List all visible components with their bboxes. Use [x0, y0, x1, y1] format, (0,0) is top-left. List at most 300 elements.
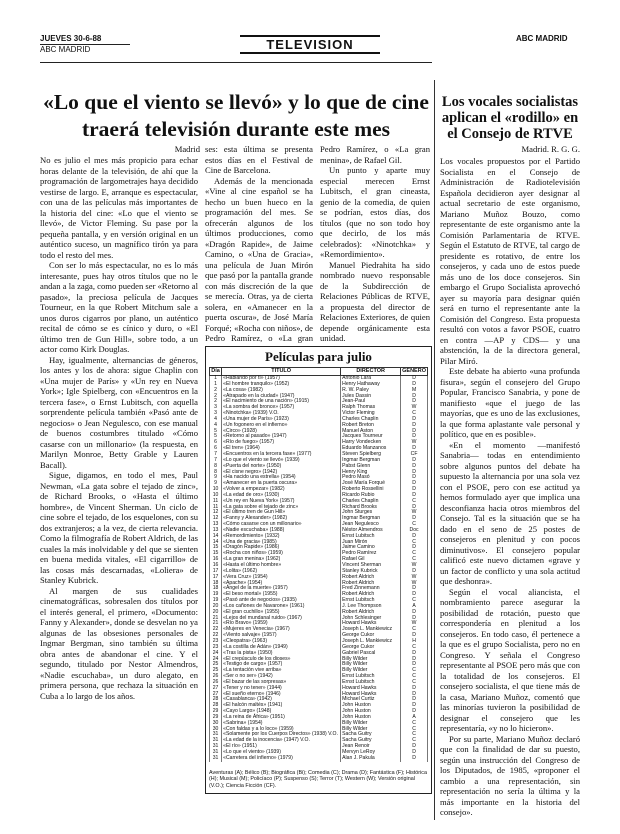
- film-director: George Cukor: [341, 633, 401, 639]
- side-paragraph: «En el momento —manifestó Sanabria— todas en entendimiento sobre algunos puntos del debate ha supuesto la alternancia por una sola vez con el PSOE, pero con ese actitud ya hemos formulado ayer que implica una desconfianza hacia otros miembros del Consejo. Tal es la situación que se ha dado en el seno de 25 postes de consejeros en plenitud y con pocos diminutivos». El consejero popular calificó este nuevo dictamen «grave y un factor de conflicto y una sola actitud que deshonra».: [440, 439, 580, 586]
- film-director: Michael Curtiz: [341, 697, 401, 703]
- film-director: Steven Spielberg: [341, 452, 401, 458]
- film-genre: D: [401, 686, 428, 692]
- film-title: «El sueño eterno» (1946): [222, 692, 341, 698]
- film-director: Ricardo Rubio: [341, 493, 401, 499]
- film-title: «Cómo casarse con un millonario»: [222, 522, 341, 528]
- film-table: [209, 367, 428, 762]
- film-genre: D: [401, 458, 428, 464]
- film-title: «El río» (1951): [222, 744, 341, 750]
- film-genre: D: [401, 399, 428, 405]
- film-title: «Ha nacido una estrella» (1954): [222, 475, 341, 481]
- film-genre: D: [401, 376, 428, 382]
- film-genre: D: [401, 756, 428, 762]
- film-title: «Apache» (1954): [222, 581, 341, 587]
- film-genre: W: [401, 405, 428, 411]
- film-director: Billy Wilder: [341, 721, 401, 727]
- date-line: JUEVES 30-6-88: [40, 34, 130, 45]
- film-day: 4: [210, 417, 222, 423]
- article-paragraph: Sigue, digamos, en todo el mes, Paul Newman, «La gata sobre el tejado de zinc», de Richard Brooks, o «Hasta el último hombre», de Vincent Sherman. Un ciclo de cine sobre el tejado, de los esquelones, con su dos extranjeros; a la vez, de cierta relevancia. Como la filmografía de Robert Aldrich, de las cuales la más inolvidable y del que se sienten en buena medida vitales, «El cigarrillo» de las cosas más descarnadas, «Loliera» de Stanley Kubrick.: [40, 470, 198, 585]
- article-paragraph: ses: esta última se presenta estos días en el Festival de Cine de Barcelona.: [205, 144, 313, 175]
- film-director: Billy Wilder: [341, 657, 401, 663]
- film-director: Eduardo Manzanos: [341, 446, 401, 452]
- film-day: 31: [210, 756, 222, 762]
- film-day: 2: [210, 399, 222, 405]
- film-title: «Un fogonero en el infierno»: [222, 423, 341, 429]
- article-column-1: [40, 155, 198, 795]
- film-day: 30: [210, 721, 222, 727]
- film-director: Pedro Masó: [341, 475, 401, 481]
- film-genre: W: [401, 581, 428, 587]
- film-title: «Circo» (1928): [222, 429, 341, 435]
- film-genre: D: [401, 487, 428, 493]
- film-genre: C: [401, 738, 428, 744]
- film-genre: C: [401, 668, 428, 674]
- film-director: Ernst Lubitsch: [341, 674, 401, 680]
- film-genre: D: [401, 750, 428, 756]
- film-list-box: [205, 346, 432, 794]
- side-article: [440, 156, 580, 817]
- film-director: Ingmar Bergman: [341, 458, 401, 464]
- film-title: «Casablanca» (1942): [222, 697, 341, 703]
- film-director: Manuel Aston: [341, 429, 401, 435]
- article-column-2: [205, 144, 313, 343]
- film-day: 4: [210, 423, 222, 429]
- film-title: «Dragón Rapide» (1986): [222, 545, 341, 551]
- film-genre: D: [401, 703, 428, 709]
- film-title: «Un rey en Nueva York» (1957): [222, 499, 341, 505]
- film-genre: C: [401, 721, 428, 727]
- film-day: 15: [210, 551, 222, 557]
- film-genre: D: [401, 382, 428, 388]
- film-genre: D: [401, 394, 428, 400]
- col-day: Día: [211, 367, 220, 374]
- film-title: «Lejos del mundanal ruido» (1967): [222, 616, 341, 622]
- film-list-title: Películas para julio: [265, 349, 372, 364]
- film-title: «Ser o no ser» (1942): [222, 674, 341, 680]
- film-day: 18: [210, 581, 222, 587]
- film-day: 28: [210, 703, 222, 709]
- film-director: Robert Aldrich: [341, 581, 401, 587]
- film-director: Jean-Paul: [341, 399, 401, 405]
- film-genre: D: [401, 475, 428, 481]
- article-paragraph: Al margen de sus cualidades cinematográficas, sobresalen dos títulos por el interés general, el primero, «Documento: Fanny y Alexander», donde se desvelan no ya algunas de las obsesiones personales de Ingmar Bergman, sino también su última obra antes de abandonar el cine. Y el segundo, titulado por Nestor Almendros, «Nadie escuchaba», un duro alegato, en primera persona, que rechaza la situación en Cuba a lo largo de los años.: [40, 585, 198, 701]
- film-director: Joseph L. Mankiewicz: [341, 639, 401, 645]
- film-genre: D: [401, 586, 428, 592]
- film-genre: W: [401, 575, 428, 581]
- film-director: Harry Vondecken: [341, 440, 401, 446]
- film-director: Joseph L. Mankiewicz: [341, 627, 401, 633]
- film-title: «El crepúsculo de los dioses»: [222, 657, 341, 663]
- film-genre: W: [401, 510, 428, 516]
- film-genre: D: [401, 434, 428, 440]
- film-day: 2: [210, 394, 222, 400]
- film-title: «Río de fuego» (1957): [222, 440, 341, 446]
- film-director: Ernst Lubitsch: [341, 598, 401, 604]
- film-day: 11: [210, 499, 222, 505]
- film-genre: C: [401, 627, 428, 633]
- film-director: Billy Wilder: [341, 668, 401, 674]
- film-day: 31: [210, 744, 222, 750]
- film-director: Robert Aldrich: [341, 575, 401, 581]
- film-title: «Una de gracia» (1985): [222, 540, 341, 546]
- film-genre: D: [401, 697, 428, 703]
- film-title: «Amanecer en la puerta oscura»: [222, 481, 341, 487]
- film-day: 14: [210, 540, 222, 546]
- film-day: 26: [210, 680, 222, 686]
- film-director: Henry Hathaway: [341, 382, 401, 388]
- film-title: «Hasta el último hombre»: [222, 563, 341, 569]
- film-director: Ernst Lubitsch: [341, 534, 401, 540]
- film-genre: M: [401, 388, 428, 394]
- film-day: 17: [210, 575, 222, 581]
- film-genre: D: [401, 534, 428, 540]
- film-director: Jules Dassin: [341, 394, 401, 400]
- film-day: 9: [210, 475, 222, 481]
- film-day: 3: [210, 405, 222, 411]
- film-day: 20: [210, 610, 222, 616]
- article-paragraph: Manuel Piedrahita ha sido nombrado nuevo responsable de la Subdirección de Relaciones Públicas de RTVE, a propuesta del director de Relaciones Exteriores, de quien depende orgánicamente esta unidad.: [320, 259, 430, 343]
- film-director: Robert Aldrich: [341, 592, 401, 598]
- film-genre: D: [401, 446, 428, 452]
- film-title: «Retorno al pasado» (1947): [222, 434, 341, 440]
- film-director: Rafael Gil: [341, 557, 401, 563]
- side-paragraph: Por su parte, Mariano Muñoz declaró que con la finalidad de dar su puesto, según una instrucción del Congreso de los Diputados, de 1985, «proponer el cambio a una representación, sin representación no sería la última y la más importante en la historia del consejo».: [440, 733, 580, 817]
- date-sub: ABC MADRID: [40, 45, 91, 54]
- film-day: 15: [210, 545, 222, 551]
- film-genre: D: [401, 633, 428, 639]
- film-genre: D: [401, 545, 428, 551]
- film-day: 5: [210, 429, 222, 435]
- film-day: 23: [210, 645, 222, 651]
- film-genre: D: [401, 516, 428, 522]
- film-day: 20: [210, 604, 222, 610]
- film-genre: D: [401, 709, 428, 715]
- film-title: «El bazar de las sorpresas»: [222, 680, 341, 686]
- film-genre: D: [401, 744, 428, 750]
- film-genre: D: [401, 470, 428, 476]
- film-day: 27: [210, 692, 222, 698]
- side-paragraph: Los vocales propuestos por el Partido Socialista en el Consejo de Administración de Radiotelevisión Española decidieron ayer designar al actual secretario de este organismo, Mariano Muñoz Bouzo, como representante de este organismo ante la Comisión Parlamentaria de RTVE. Según el Estatuto de RTVE, tal cargo de presidente es rotativo, de entre los consejeros, y cada uno de estos puede más uno de los doce consejeros. Sin embargo el Grupo Socialista aprovechó ayer su mayoría para designar quién será en turno el representante ante la Comisión del Congreso. Esta propuesta resultó con votos a favor PSOE, cuatro en contra —AP y CDS— y una abstención, la de la directora general, Pilar Miró.: [440, 156, 580, 366]
- film-day: 3: [210, 411, 222, 417]
- film-genre: C: [401, 551, 428, 557]
- film-director: Mervyn LeRoy: [341, 750, 401, 756]
- film-genre: C: [401, 522, 428, 528]
- film-director: Ralph Thomas: [341, 405, 401, 411]
- film-day: 19: [210, 598, 222, 604]
- film-genre: C: [401, 674, 428, 680]
- film-title: «Cayo Largo» (1948): [222, 709, 341, 715]
- film-genre: A: [401, 715, 428, 721]
- film-day: 10: [210, 487, 222, 493]
- film-day: 22: [210, 627, 222, 633]
- film-day: 13: [210, 528, 222, 534]
- film-director: John Sturges: [341, 510, 401, 516]
- film-day: 31: [210, 738, 222, 744]
- film-title: «Remordimiento» (1932): [222, 534, 341, 540]
- film-director: Alan J. Pakula: [341, 756, 401, 762]
- article-paragraph: Hay, igualmente, alternancias de géneros, los antes y los de ahora: sigue Chaplin con «Una mujer de París» y «Un rey en Nueva York»; Igle Spielberg, con «Encuentros en la tercera fase», o Ernst Lubitsch, con aquella sorprendente película también «Pasó ante de negocios» o Jean Negulesco, con ese manual de buenos costumbres titulado «Cómo casarse con un millonario» (la respuesta, en Marilyn Monroe, Betty Grable y Lauren Bacall).: [40, 354, 198, 470]
- col-title: TITULO: [222, 368, 341, 376]
- film-director: Stanley Kubrick: [341, 569, 401, 575]
- film-director: Richard Brooks: [341, 505, 401, 511]
- film-title: «Pasó ante de negocios» (1935): [222, 598, 341, 604]
- film-genre: C: [401, 598, 428, 604]
- film-director: Néstor Almendros: [341, 528, 401, 534]
- film-day: 1: [210, 382, 222, 388]
- film-title: «Tener y no tener» (1944): [222, 686, 341, 692]
- film-day: 21: [210, 616, 222, 622]
- film-genre: C: [401, 540, 428, 546]
- film-genre: W: [401, 563, 428, 569]
- film-director: John Huston: [341, 703, 401, 709]
- film-director: John Huston: [341, 709, 401, 715]
- film-director: Gabriel Pascal: [341, 651, 401, 657]
- film-title: «Atrapado en la ciudad» (1947): [222, 394, 341, 400]
- film-title: «El gran cuchillo» (1955): [222, 610, 341, 616]
- side-headline: Los vocales socialistas aplican el «rodillo» en el Consejo de RTVE: [441, 94, 579, 142]
- film-genre: D: [401, 481, 428, 487]
- film-director: Billy Wilder: [341, 727, 401, 733]
- film-title: «Tras la pista» (1950): [222, 651, 341, 657]
- film-day: 28: [210, 697, 222, 703]
- film-day: 23: [210, 639, 222, 645]
- film-genre: D: [401, 417, 428, 423]
- section-title: TELEVISION: [240, 35, 380, 54]
- film-director: Jaime Camino: [341, 545, 401, 551]
- film-title: «Lolita» (1962): [222, 569, 341, 575]
- film-day: 25: [210, 662, 222, 668]
- film-day: 25: [210, 668, 222, 674]
- film-title: «La cosa» (1982): [222, 388, 341, 394]
- film-genre: D: [401, 423, 428, 429]
- film-day: 7: [210, 458, 222, 464]
- genre-legend: Aventuras (A); Bélico (B); Biográfica (Bi); Comedia (C); Drama (D); Fantástica (F); Histórica (H); Musical (M); Policíaco (P); Suspenso (S); Terror (T); Western (W); Versión original (V.O.); Ciencia Ficción (CF).: [209, 770, 427, 789]
- issue-date: [40, 34, 130, 54]
- side-dateline: Madrid. R. G. G.: [521, 144, 580, 154]
- film-director: Ingmar Bergman: [341, 516, 401, 522]
- film-genre: D: [401, 692, 428, 698]
- film-title: «El beso mortal» (1955): [222, 592, 341, 598]
- article-paragraph: Pedro Ramírez, o «La gran menina», de Rafael Gil.: [320, 144, 430, 165]
- film-director: Jean Renoir: [341, 744, 401, 750]
- page-label: ABC MADRID: [516, 34, 568, 43]
- article-column-3: [320, 144, 430, 343]
- film-title: «Fanny y Alexander» (1982): [222, 516, 341, 522]
- film-title: «Ángel de la muerte» (1957): [222, 586, 341, 592]
- film-day: 30: [210, 727, 222, 733]
- film-day: 24: [210, 657, 222, 663]
- article-paragraph: No es julio el mes más propicio para echar horas delante de la televisión, de ahí que la programación de largometrajes haya decidido vestirse de largo. E, arranque es espectacular, con una de las películas más importantes de la historia del cine: «Lo que el viento se llevó», de Victor Fleming. Su pase por la pequeña pantalla, y en versión original en un auténtico suceso, un magnífico tirón ya para todo el resto del mes.: [40, 155, 198, 260]
- film-title: «Ninotchka» (1939) V.O.: [222, 411, 341, 417]
- film-genre: D: [401, 651, 428, 657]
- col-genre: GENERO: [402, 367, 426, 374]
- film-director: Sacha Guitry: [341, 738, 401, 744]
- film-title: «El cisne negro» (1942): [222, 470, 341, 476]
- film-day: 13: [210, 522, 222, 528]
- film-title: «Río Bravo» (1959): [222, 621, 341, 627]
- film-director: Jean Negulesco: [341, 522, 401, 528]
- film-title: «La tentación vive arriba»: [222, 668, 341, 674]
- film-director: Charles Chaplin: [341, 499, 401, 505]
- film-genre: D: [401, 505, 428, 511]
- film-title: «La gran menina» (1962): [222, 557, 341, 563]
- film-director: Howard Hawks: [341, 686, 401, 692]
- film-genre: D: [401, 592, 428, 598]
- film-day: 6: [210, 446, 222, 452]
- film-day: 8: [210, 470, 222, 476]
- film-genre: D: [401, 657, 428, 663]
- film-table-body: [210, 376, 428, 762]
- film-genre: C: [401, 732, 428, 738]
- col-director: DIRECTOR: [341, 368, 401, 376]
- film-day: 24: [210, 651, 222, 657]
- film-genre: D: [401, 616, 428, 622]
- film-director: George Cukor: [341, 645, 401, 651]
- film-title: «Viento salvaje» (1957): [222, 633, 341, 639]
- film-title: «Rocha con niños» (1959): [222, 551, 341, 557]
- film-title: «La costilla de Adán» (1949): [222, 645, 341, 651]
- film-day: 16: [210, 557, 222, 563]
- film-director: Ernst Lubitsch: [341, 680, 401, 686]
- film-genre: C: [401, 727, 428, 733]
- side-paragraph: Este debate ha abierto «una profunda fisura», según el consejero del Grupo Popular, Francisco Sanabria, y pone de manifiesto «que el juego de las mayorías, que es uno de las exclusiones, la que forma aplastante vale personal y político, que en es posible».: [440, 366, 580, 439]
- film-title: «Cleopatra» (1963): [222, 639, 341, 645]
- film-day: 10: [210, 493, 222, 499]
- film-title: «Lo que el viento se llevó» (1939): [222, 458, 341, 464]
- film-director: Fred Zinnemann: [341, 586, 401, 592]
- film-day: 12: [210, 516, 222, 522]
- film-title: «La reina de África» (1951): [222, 715, 341, 721]
- film-day: 29: [210, 709, 222, 715]
- film-title: «Lo que el viento» (1939): [222, 750, 341, 756]
- film-day: 27: [210, 686, 222, 692]
- column-divider: [434, 80, 435, 820]
- film-genre: W: [401, 621, 428, 627]
- film-director: Sacha Guitry: [341, 732, 401, 738]
- film-title: «El nacimiento de una nación» (1915): [222, 399, 341, 405]
- film-title: «Carretera del infierno» (1979): [222, 756, 341, 762]
- film-director: John Schlesinger: [341, 616, 401, 622]
- film-title: «Con faldas y a lo loco» (1959): [222, 727, 341, 733]
- film-director: Pedro Ramírez: [341, 551, 401, 557]
- film-genre: C: [401, 557, 428, 563]
- film-director: Vincent Sherman: [341, 563, 401, 569]
- film-genre: D: [401, 662, 428, 668]
- film-day: 19: [210, 592, 222, 598]
- film-director: John Huston: [341, 715, 401, 721]
- article-paragraph: Un punto y aparte muy especial merecen Ernst Lubitsch, el gran cineasta, genio de la comedia, de quien se podrían, estos días, dos títulos (que no son todo hoy que decirlo, de los más celebrados): «Ninotchka» y «Remordimiento».: [320, 165, 430, 259]
- film-genre: D: [401, 429, 428, 435]
- film-director: Charles Chaplin: [341, 417, 401, 423]
- film-genre: CF: [401, 452, 428, 458]
- film-director: Pabst Glenn: [341, 464, 401, 470]
- film-director: Henry King: [341, 470, 401, 476]
- article-paragraph: Con ser lo más espectacular, no es lo más interesante, pues hay otros títulos que no le andan a la zaga, como pueden ser «Retorno al pasado», la preciosa película de Jacques Tourneur, en la que Robert Mitchum sale a unos duros cigarros por plano, un auténtico recital de cómo se es cínico y duro, o «El último tren de Gun Hill», sobre todo, a un actor como Kirk Douglas.: [40, 260, 198, 354]
- film-genre: Doc: [401, 528, 428, 534]
- film-title: «Testigo de cargo» (1957): [222, 662, 341, 668]
- film-title: «El hombre tranquilo» (1952): [222, 382, 341, 388]
- table-row: [210, 756, 428, 762]
- film-director: Roberto Rossellini: [341, 487, 401, 493]
- film-title: «Vera Cruz» (1954): [222, 575, 341, 581]
- film-genre: A: [401, 604, 428, 610]
- film-director: Juan Mirón: [341, 540, 401, 546]
- film-day: 18: [210, 586, 222, 592]
- film-title: «Volver a empezar» (1982): [222, 487, 341, 493]
- film-genre: C: [401, 680, 428, 686]
- film-director: J. Lee Thompson: [341, 604, 401, 610]
- film-director: Robert Aldrich: [341, 610, 401, 616]
- film-title: «Hablando por tí» (1957): [222, 376, 341, 382]
- film-title: «La gata sobre el tejado de zinc»: [222, 505, 341, 511]
- film-day: 16: [210, 563, 222, 569]
- film-genre: W: [401, 440, 428, 446]
- side-paragraph: Según el vocal aliancista, el nombramiento parece asegurar la posibilidad de rotación, puesto que correspondería en plenitud a los consejeros. En todo caso, él pertenece a la que es el grupo Socialista, pero no en Congreso. Y señala el Congreso representante al PSOE pero más que con la totalidad de los consejeros. El consejero socialista, el que tiene más de la casa, Mariano Muñoz, comentó que las minorías tuvieron la posibilidad de designar el consejero que les representaría, «y no lo hicieron».: [440, 586, 580, 733]
- article-paragraph: Además de la mencionada «Vine al cine español se ha hecho un buen hueco en la programación del mes. Se ofrecerán algunos de los últimos producciones, como «Dragón Rapide», de Jaime Camino, o «Una de Gracia», una película de Juan Mirón que pasó por la pantalla grande con más discreción de la que se merecía. Otras, ya de cierta solera, en «Amanecer en la puerta oscura», de José María Forqué; «Rocha con niños», de Pedro Ramírez, o «La gran: [205, 175, 313, 343]
- film-title: «Encuentros en la tercera fase» (1977): [222, 452, 341, 458]
- film-day: 6: [210, 440, 222, 446]
- film-day: 2: [210, 388, 222, 394]
- film-genre: C: [401, 411, 428, 417]
- film-day: 26: [210, 674, 222, 680]
- film-genre: D: [401, 569, 428, 575]
- dateline: Madrid: [174, 144, 200, 154]
- film-title: «La sombra del bronce» (1957): [222, 405, 341, 411]
- film-title: «Nadie escuchaba» (1988): [222, 528, 341, 534]
- film-title: «La edad de la inocencia» (1947) V.O.: [222, 738, 341, 744]
- film-genre: C: [401, 499, 428, 505]
- film-title: «El tren» (1964): [222, 446, 341, 452]
- film-day: 29: [210, 715, 222, 721]
- film-title: «Sabrina» (1954): [222, 721, 341, 727]
- film-day: 31: [210, 750, 222, 756]
- film-day: 14: [210, 534, 222, 540]
- film-title: «Puerta del norte» (1950): [222, 464, 341, 470]
- film-director: Howard Hawks: [341, 621, 401, 627]
- main-headline: «Lo que el viento se llevó» y lo que de cine traerá televisión durante este mes: [43, 90, 429, 141]
- header-rule: [40, 62, 432, 63]
- film-genre: H: [401, 639, 428, 645]
- film-day: 17: [210, 569, 222, 575]
- film-director: Victor Fleming: [341, 411, 401, 417]
- film-genre: C: [401, 645, 428, 651]
- film-director: R. W. Paley: [341, 388, 401, 394]
- film-day: 7: [210, 452, 222, 458]
- film-genre: D: [401, 493, 428, 499]
- film-director: Howard Hawks: [341, 692, 401, 698]
- film-title: «Mujeres en Venecia» (1967): [222, 627, 341, 633]
- film-day: 1: [210, 376, 222, 382]
- film-title: «El último tren de Gun Hill»: [222, 510, 341, 516]
- film-director: Robert Breton: [341, 423, 401, 429]
- film-day: 8: [210, 464, 222, 470]
- film-day: 5: [210, 434, 222, 440]
- film-director: Jacques Tourneur: [341, 434, 401, 440]
- film-day: 21: [210, 621, 222, 627]
- film-day: 22: [210, 633, 222, 639]
- film-title: «Los cañones de Navarone» (1961): [222, 604, 341, 610]
- film-day: 11: [210, 505, 222, 511]
- film-title: «El halcón maltés» (1941): [222, 703, 341, 709]
- film-day: 31: [210, 732, 222, 738]
- film-day: 12: [210, 510, 222, 516]
- film-genre: D: [401, 464, 428, 470]
- film-title: «Solamente por los Cuerpos Directos» (1938) V.O.: [222, 732, 341, 738]
- film-director: Antonio Lara: [341, 376, 401, 382]
- film-director: Billy Wilder: [341, 662, 401, 668]
- film-genre: D: [401, 610, 428, 616]
